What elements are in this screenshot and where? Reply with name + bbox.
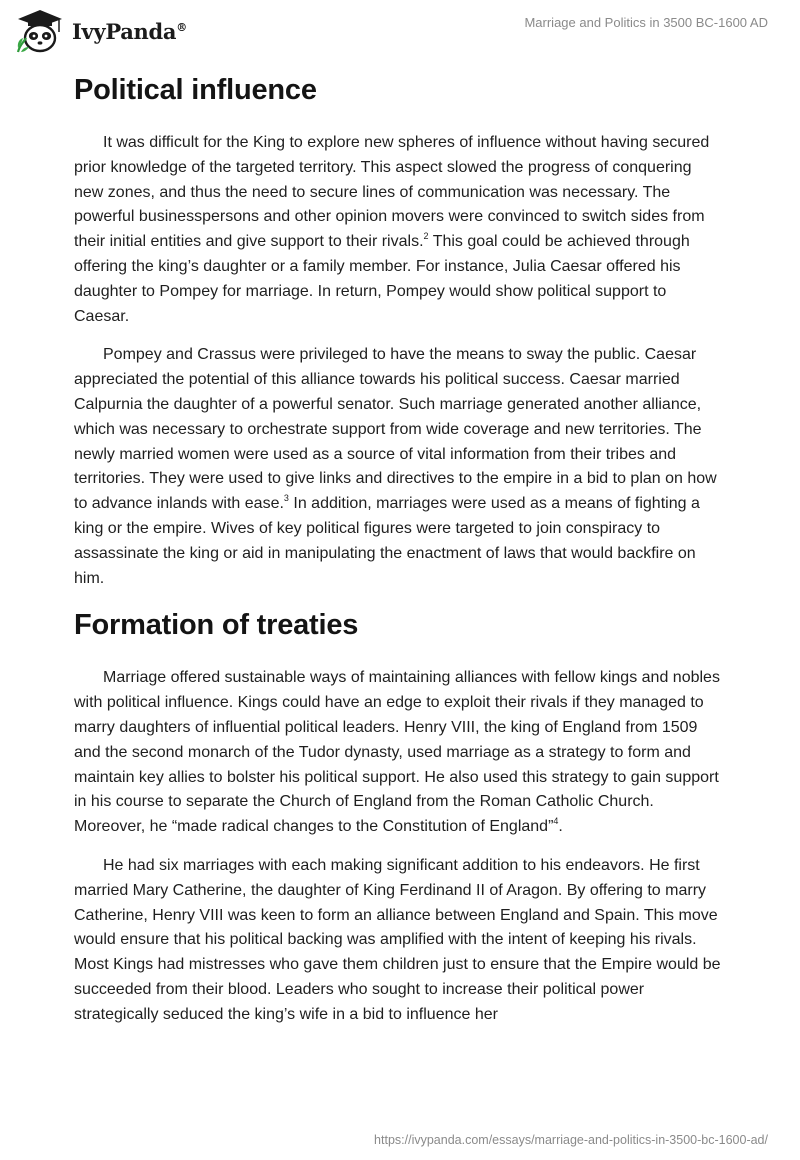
section-heading-formation-of-treaties: Formation of treaties bbox=[74, 609, 359, 642]
footnote-marker: 3 bbox=[283, 493, 289, 504]
paragraph: It was difficult for the King to explore new spheres of influence without having secured prior knowledge of the targeted territory. This aspect slowed the progress of conquering new zones, and thus the need to secure lines of communication was necessary. The powerful businesspersons and other opinion movers were convinced to switch sides from their initial entities and give support to their rivals.$^2$ This goal could be achieved through offering the king’s daughter or a family member. For instance, Julia Caesar offered his daughter to Pompey for marriage. In return, Pompey would show political support to Caesar. bbox=[74, 134, 710, 325]
ivypanda-logo[interactable] bbox=[14, 8, 187, 54]
footnote-marker: 4 bbox=[553, 816, 559, 827]
source-url[interactable]: https://ivypanda.com/essays/marriage-and-politics-in-3500-bc-1600-ad/ bbox=[374, 1133, 768, 1147]
brand-name: IvyPanda® bbox=[72, 18, 187, 44]
section-heading-political-influence: Political influence bbox=[74, 74, 317, 106]
footnote-marker: 2 bbox=[423, 231, 429, 242]
paragraph: Pompey and Crassus were privileged to have the means to sway the public. Caesar appreciated the potential of this alliance towards his political success. Caesar married Calpurnia the daughter of a powerful senator. Such marriage generated another alliance, which was necessary to orchestrate support from wide coverage and new territories. The newly married women were used as a source of vital information from their tribes and territories. They were used to give links and directives to the empire in a bid to plan on how to advance inlands with ease.$^3$ In addition, marriages were used as a means of fighting a king or the empire. Wives of key political figures were targeted to join conspiracy to assassinate the king or aid in manipulating the enactment of laws that would backfire on him. bbox=[74, 346, 717, 587]
paragraph: He had six marriages with each making significant addition to his endeavors. He first married Mary Catherine, the daughter of King Ferdinand II of Aragon. By offering to marry Catherine, Henry VIII was keen to form an alliance between England and Spain. This move would ensure that his political backing was amplified with the intent of keeping his rivals. Most Kings had mistresses who gave them children just to ensure that the Empire would be succeeded from their blood. Leaders who sought to increase their political power strategically seduced the king’s wife in a bid to influence her bbox=[74, 856, 721, 1023]
page-header bbox=[0, 0, 800, 70]
paragraph: Marriage offered sustainable ways of maintaining alliances with fellow kings and nobles with political influence. Kings could have an edge to exploit their rivals if they managed to marry daughters of influential political leaders. Henry VIII, the king of England from 1509 and the second monarch of the Tudor dynasty, used marriage as a strategy to form and maintain key allies to bolster his political support. He also used this strategy to gain support in his course to separate the Church of England from the Roman Catholic Church. Moreover, he “made radical changes to the Constitution of England”$^4$. bbox=[74, 669, 720, 836]
essay-body bbox=[74, 70, 724, 1042]
document-title: Marriage and Politics in 3500 BC-1600 AD bbox=[524, 15, 768, 30]
panda-graduate-icon bbox=[14, 8, 66, 54]
